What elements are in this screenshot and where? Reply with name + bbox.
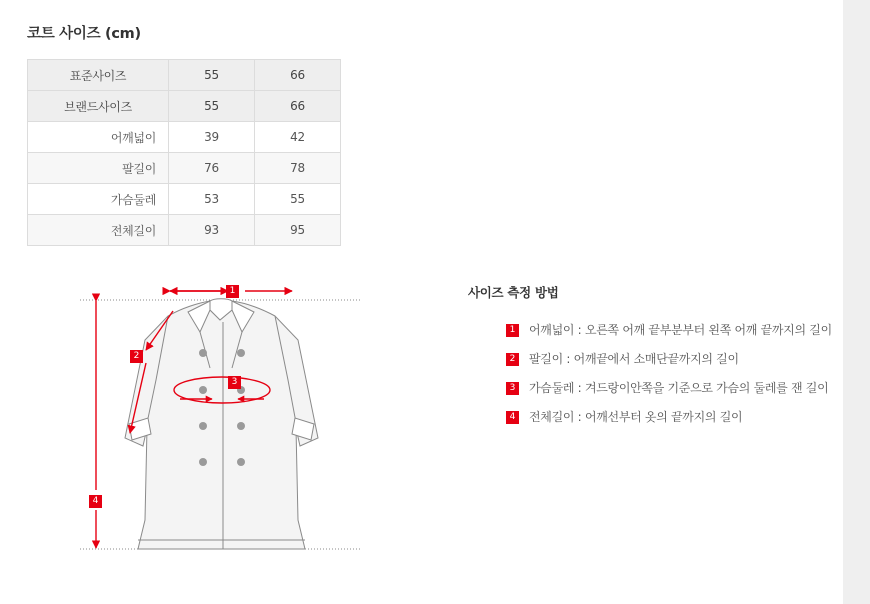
legend-item-1 — [468, 323, 843, 338]
row-label: 팔길이 — [28, 153, 169, 184]
table-row — [28, 60, 341, 91]
marker-1: 1 — [226, 285, 239, 298]
row-value: 76 — [169, 153, 255, 184]
legend-marker-3: 3 — [506, 382, 519, 395]
legend-title: 사이즈 측정 방법 — [468, 285, 559, 300]
legend-marker-2: 2 — [506, 353, 519, 366]
page-title: 코트 사이즈 (cm) — [27, 26, 141, 42]
row-label: 가슴둘레 — [28, 184, 169, 215]
table-row — [28, 153, 341, 184]
table-row — [28, 91, 341, 122]
legend-text-2: 팔길이 : 어깨끝에서 소매단끝까지의 길이 — [529, 352, 739, 366]
row-value: 93 — [169, 215, 255, 246]
row-label: 브랜드사이즈 — [28, 91, 169, 122]
row-value: 66 — [255, 91, 341, 122]
row-value: 53 — [169, 184, 255, 215]
row-value: 95 — [255, 215, 341, 246]
size-table — [27, 59, 341, 246]
row-label: 표준사이즈 — [28, 60, 169, 91]
row-value: 55 — [255, 184, 341, 215]
measurement-legend — [468, 283, 843, 439]
legend-item-3 — [468, 381, 843, 396]
marker-4: 4 — [89, 495, 102, 508]
legend-text-3: 가슴둘레 : 겨드랑이안쪽을 기준으로 가슴의 둘레를 잰 길이 — [529, 381, 829, 395]
coat-illustration — [60, 268, 390, 568]
marker-3: 3 — [228, 376, 241, 389]
table-row — [28, 122, 341, 153]
row-value: 78 — [255, 153, 341, 184]
legend-marker-4: 4 — [506, 411, 519, 424]
table-row — [28, 184, 341, 215]
legend-text-1: 어깨넓이 : 오른쪽 어깨 끝부분부터 왼쪽 어깨 끝까지의 길이 — [529, 323, 832, 337]
legend-marker-1: 1 — [506, 324, 519, 337]
legend-item-4 — [468, 410, 843, 425]
coat-diagram-svg — [60, 268, 390, 568]
row-value: 55 — [169, 91, 255, 122]
marker-2: 2 — [130, 350, 143, 363]
row-label: 전체길이 — [28, 215, 169, 246]
table-row — [28, 215, 341, 246]
row-label: 어깨넓이 — [28, 122, 169, 153]
legend-text-4: 전체길이 : 어깨선부터 옷의 끝까지의 길이 — [529, 410, 743, 424]
legend-item-2 — [468, 352, 843, 367]
row-value: 42 — [255, 122, 341, 153]
row-value: 39 — [169, 122, 255, 153]
row-value: 66 — [255, 60, 341, 91]
row-value: 55 — [169, 60, 255, 91]
